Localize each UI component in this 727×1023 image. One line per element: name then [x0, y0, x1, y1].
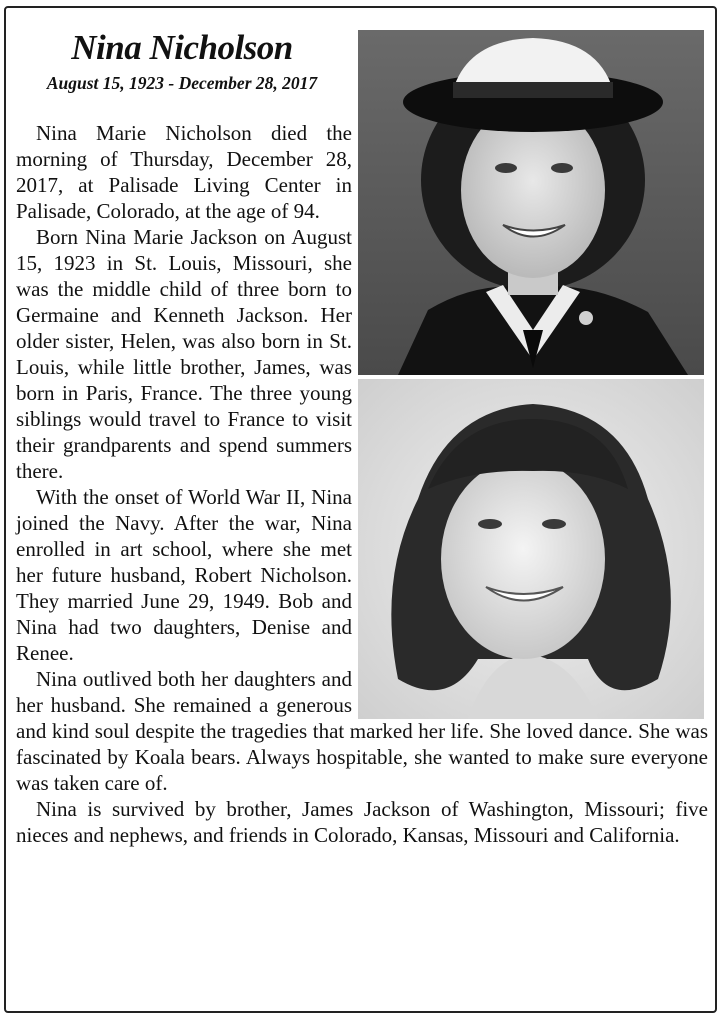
paragraph: With the onset of World War II, Nina joined the Navy. After the war, Nina enrolled in art school, where she met her future husband, Robert Nicholson. They married June 29, 1949. Bob and Nina had two daughters, Denise and Renee. [16, 485, 352, 665]
paragraph: Nina is survived by brother, James Jackson of Washington, Missouri; five nieces and nephews, and friends in Colorado, Kansas, Missouri and California. [16, 797, 708, 847]
life-dates: August 15, 1923 - December 28, 2017 [46, 73, 318, 93]
obituary-card [4, 6, 717, 1013]
paragraph: Nina Marie Nicholson died the morning of Thursday, December 28, 2017, at Palisade Living Center in Palisade, Colorado, at the age of 94. [16, 121, 352, 223]
deceased-name: Nina Nicholson [71, 28, 293, 67]
obituary-body [16, 120, 708, 848]
paragraph: Nina outlived both her daughters and her husband. She remained a generous and kind soul despite the tragedies that marked her life. She loved dance. She was fascinated by Koala bears. Always hospitable, she wanted to make sure everyone was taken care of. [16, 667, 708, 795]
obituary-header [12, 26, 352, 94]
paragraph: Born Nina Marie Jackson on August 15, 1923 in St. Louis, Missouri, she was the middle child of three born to Germaine and Kenneth Jackson. Her older sister, Helen, was also born in St. Louis, while little brother, James, was born in Paris, France. The three young siblings would travel to France to visit their grandparents and spend summers there. [16, 225, 352, 483]
